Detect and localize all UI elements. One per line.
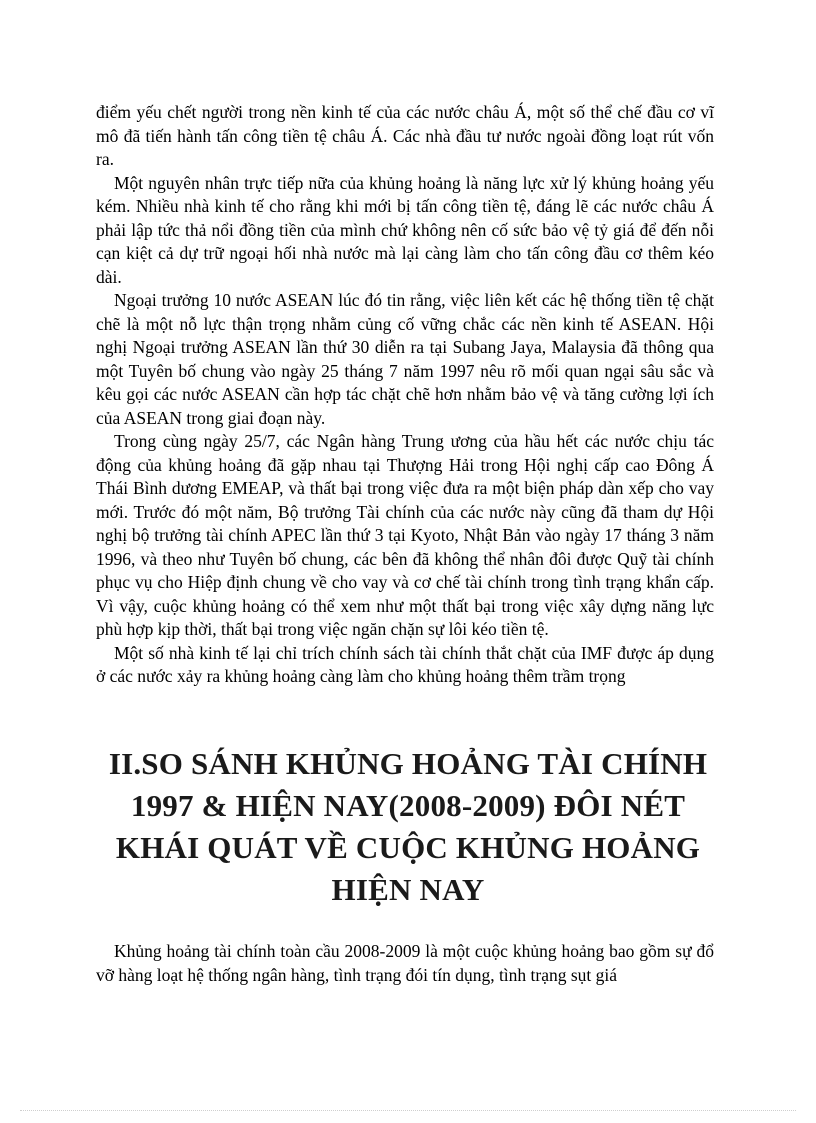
paragraph-asean-ministers: Ngoại trưởng 10 nước ASEAN lúc đó tin rằng, việc liên kết các hệ thống tiền tệ chặt chẽ là một nỗ lực thận trọng nhằm củng cố vững chắc các nền kinh tế ASEAN. Hội nghị Ngoại trưởng ASEAN lần thứ 30 diễn ra tại Subang Jaya, Malaysia đã thông qua một Tuyên bố chung vào ngày 25 tháng 7 năm 1997 nêu rõ mối quan ngại sâu sắc và kêu gọi các nước ASEAN cần hợp tác chặt chẽ hơn nhằm bảo vệ và tăng cường lợi ích của ASEAN trong giai đoạn này. [96,290,714,428]
paragraph-global-crisis: Khủng hoảng tài chính toàn cầu 2008-2009 là một cuộc khủng hoảng bao gồm sự đổ vỡ hàng loạt hệ thống ngân hàng, tình trạng đói tín dụng, tình trạng sụt giá [96,941,714,985]
paragraph-imf-criticism: Một số nhà kinh tế lại chỉ trích chính sách tài chính thắt chặt của IMF được áp dụng ở các nước xảy ra khủng hoảng càng làm cho khủng hoảng thêm trầm trọng [96,642,714,686]
body-text [96,101,714,689]
paragraph-crisis-handling: Một nguyên nhân trực tiếp nữa của khủng hoảng là năng lực xử lý khủng hoảng yếu kém. Nhiều nhà kinh tế cho rằng khi mới bị tấn công tiền tệ, đáng lẽ các nước châu Á phải lập tức thả nổi đồng tiền của mình chứ không nên cố sức bảo vệ tỷ giá để đến nỗi cạn kiệt cả dự trữ ngoại hối nhà nước mà lại càng làm cho tấn công đầu cơ thêm kéo dài. [96,172,714,287]
paragraph-continuation: điểm yếu chết người trong nền kinh tế của các nước châu Á, một số thể chế đầu cơ vĩ mô đã tiến hành tấn công tiền tệ châu Á. Các nhà đầu tư nước ngoài đồng loạt rút vốn ra. [96,102,714,169]
page-bottom-rule [20,1110,796,1111]
section-heading: II.SO SÁNH KHỦNG HOẢNG TÀI CHÍNH 1997 & HIỆN NAY(2008-2009) ĐÔI NÉT KHÁI QUÁT VỀ CUỘC KHỦNG HOẢNG HIỆN NAY [108,746,708,907]
section-text [96,940,714,987]
paragraph-central-banks: Trong cùng ngày 25/7, các Ngân hàng Trung ương của hầu hết các nước chịu tác động của khủng hoảng đã gặp nhau tại Thượng Hải trong Hội nghị cấp cao Đông Á Thái Bình dương EMEAP, và thất bại trong việc đưa ra một biện pháp dàn xếp cho vay mới. Trước đó một năm, Bộ trưởng Tài chính của các nước này cũng đã tham dự Hội nghị bộ trưởng tài chính APEC lần thứ 3 tại Kyoto, Nhật Bản vào ngày 17 tháng 3 năm 1996, và theo như Tuyên bố chung, các bên đã không thể nhân đôi được Quỹ tài chính phục vụ cho Hiệp định chung về cho vay và cơ chế tài chính trong tình trạng khẩn cấp. Vì vậy, cuộc khủng hoảng có thể xem như một thất bại trong việc xây dựng năng lực phù hợp kịp thời, thất bại trong việc ngăn chặn sự lôi kéo tiền tệ. [96,431,714,639]
